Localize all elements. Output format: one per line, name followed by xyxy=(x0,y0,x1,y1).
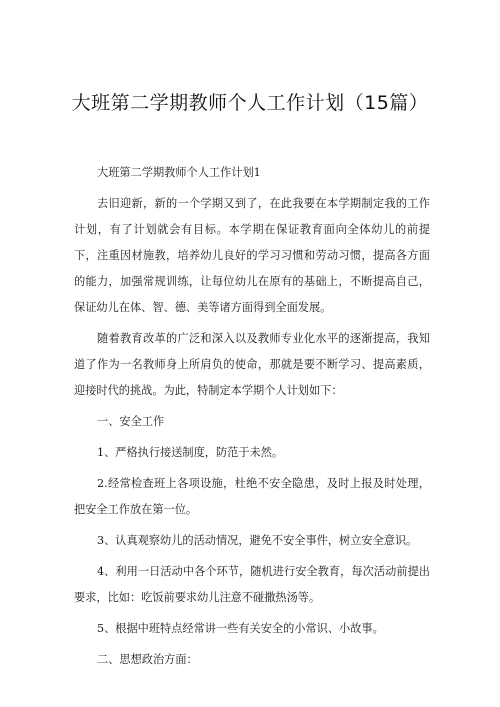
list-item: 5、根据中班特点经常讲一些有关安全的小常识、小故事。 xyxy=(97,622,384,635)
list-item: 1、严格执行接送制度，防范于未然。 xyxy=(97,446,284,459)
list-item: 2.经常检查班上各项设施，杜绝不安全隐患，及时上报及时处理，把安全工作放在第一位。 xyxy=(74,477,430,516)
list-item: 4、利用一日活动中各个环节，随机进行安全教育，每次活动前提出要求，比如：吃饭前要求幼儿注意不碰撒热汤等。 xyxy=(74,565,430,604)
paragraph: 随着教育改革的广泛和深入以及教师专业化水平的逐渐提高，我知道了作为一名教师身上所肩负的使命，那就是要不断学习、提高素质，迎接时代的挑战。为此，特制定本学期个人计划如下： xyxy=(74,332,430,397)
document-body xyxy=(74,160,430,678)
paragraph: 去旧迎新，新的一个学期又到了，在此我要在本学期制定我的工作计划，有了计划就会有目标。本学期在保证教育面向全体幼儿的前提下，注重因材施教，培养幼儿良好的学习习惯和劳动习惯，提高各方面的能力，加强常规训练，让每位幼儿在原有的基础上，不断提高自己，保证幼儿在体、智、德、美等诸方面得到全面发展。 xyxy=(74,197,430,314)
document-title: 大班第二学期教师个人工作计划（15篇） xyxy=(71,92,429,114)
section-heading: 大班第二学期教师个人工作计划1 xyxy=(97,166,261,179)
list-heading: 二、思想政治方面： xyxy=(97,653,198,666)
list-item: 3、认真观察幼儿的活动情况，避免不安全事件，树立安全意识。 xyxy=(97,534,418,547)
list-heading: 一、安全工作 xyxy=(97,415,165,428)
